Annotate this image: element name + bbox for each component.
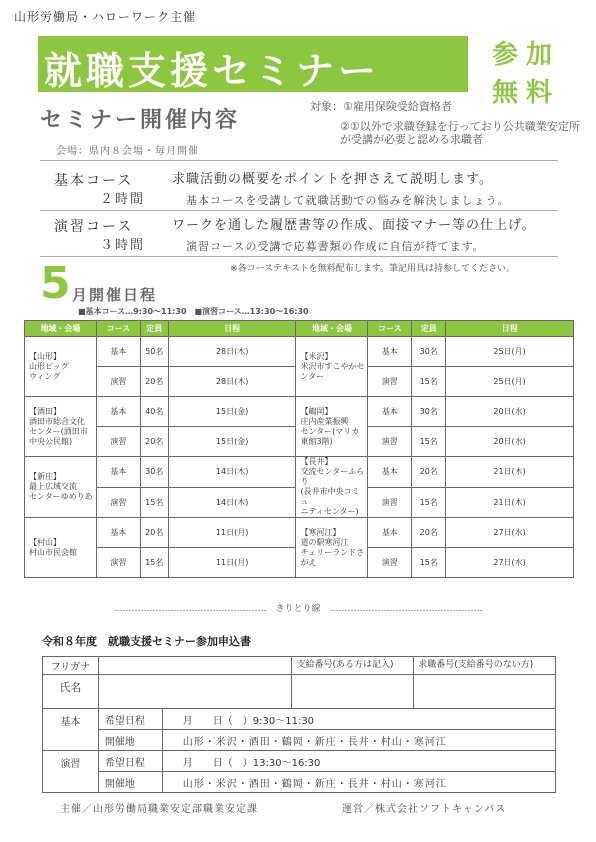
- table-cell: 15名: [412, 548, 446, 578]
- table-cell: 40名: [140, 397, 168, 427]
- table-cell: 11日(月): [168, 548, 296, 578]
- venue-cell: 【村山】 村山市民会館: [25, 518, 97, 578]
- venue-cell: 【米沢】 米沢市すこやかセ ンター: [296, 337, 368, 397]
- header-cell: 日程: [446, 321, 574, 337]
- course-desc-practice: ワークを通した履歴書等の作成、面接マナー等の仕上げ。: [172, 218, 536, 233]
- venue-cell: 【鶴岡】 庄内産業振興 センター(マリカ 東館3階): [296, 397, 368, 457]
- table-cell: 基本: [368, 518, 412, 548]
- table-cell: 基本: [96, 518, 140, 548]
- table-cell: 25日(月): [446, 337, 574, 367]
- content-title: セミナー開催内容: [40, 108, 241, 133]
- table-cell: 15名: [140, 487, 168, 518]
- table-row: [25, 337, 574, 367]
- venue-cell: 【山形】 山形ビッグ ウィング: [25, 337, 97, 397]
- table-cell: 演習: [368, 548, 412, 578]
- application-form: [42, 656, 556, 793]
- job-number-field[interactable]: [414, 675, 556, 709]
- table-cell: 基本: [368, 397, 412, 427]
- schedule-table: [24, 320, 574, 578]
- course-name-practice: 演習コース: [54, 219, 134, 235]
- table-cell: 演習: [96, 367, 140, 397]
- job-number-label: 求職番号(支給番号のない方): [414, 657, 556, 675]
- venue-cell: 【長井】 交流センターふらり (長井市中央コミュ ニティセンター): [296, 457, 368, 518]
- table-cell: 基本: [96, 457, 140, 488]
- furigana-label: フリガナ: [43, 657, 99, 675]
- text-note: ※各コーステキストを無料配布します。筆記用具は持参してください。: [230, 264, 516, 274]
- table-cell: 基本: [368, 457, 412, 488]
- table-cell: 20名: [412, 457, 446, 488]
- organizer-text: 山形労働局・ハローワーク主催: [14, 10, 197, 24]
- course-hours-practice: ３時間: [100, 238, 146, 253]
- venue-label: 開催地: [98, 772, 162, 793]
- schedule-times: ■基本コース…9:30〜11:30 ■演習コース…13:30〜16:30: [78, 307, 309, 316]
- table-cell: 30名: [412, 337, 446, 367]
- table-cell: 11日(月): [168, 518, 296, 548]
- table-cell: 30名: [140, 457, 168, 488]
- free-badge-line1: 参加: [492, 40, 561, 70]
- benefit-number-label: 支給番号(ある方は記入): [292, 657, 414, 675]
- furigana-field[interactable]: [98, 657, 292, 675]
- footer-operator: 運営／株式会社ソフトキャンパス: [342, 804, 507, 815]
- table-cell: 15日(金): [168, 427, 296, 457]
- target-line2: ②①以外で求職登録を行っており公共職業安定所が受講が必要と認める求職者: [340, 120, 580, 146]
- table-cell: 基本: [368, 337, 412, 367]
- course-hours-basic: ２時間: [100, 192, 146, 207]
- table-cell: 20名: [140, 367, 168, 397]
- venue-cell: 【新庄】 最上広域交流 センターゆめりあ: [25, 457, 97, 518]
- table-cell: 21日(木): [446, 457, 574, 488]
- divider: [40, 210, 558, 211]
- table-cell: 28日(木): [168, 337, 296, 367]
- seminar-title: 就職支援セミナー: [44, 49, 381, 93]
- table-row: [25, 397, 574, 427]
- desired-date-label: 希望日程: [98, 709, 162, 730]
- table-cell: 27日(水): [446, 548, 574, 578]
- table-cell: 14日(木): [168, 487, 296, 518]
- header-cell: 定員: [412, 321, 446, 337]
- table-cell: 演習: [96, 427, 140, 457]
- table-cell: 20日(水): [446, 427, 574, 457]
- table-cell: 演習: [368, 367, 412, 397]
- table-cell: 20名: [412, 518, 446, 548]
- table-cell: 30名: [412, 397, 446, 427]
- table-cell: 15名: [412, 487, 446, 518]
- form-title: 令和８年度 就職支援セミナー参加申込書: [42, 635, 251, 648]
- venue-line: 会場：県内８会場・毎月開催: [56, 146, 199, 157]
- table-cell: 基本: [96, 397, 140, 427]
- name-label: 氏名: [43, 675, 99, 709]
- divider: [40, 160, 558, 161]
- target-line1: 対象：①雇用保険受給資格者: [310, 100, 452, 113]
- header-cell: 定員: [140, 321, 168, 337]
- course-sub-practice: 演習コースの受講で応募書類の作成に自信が持てます。: [186, 240, 485, 253]
- table-cell: 20名: [140, 518, 168, 548]
- header-cell: 地域・会場: [296, 321, 368, 337]
- practice-venue-options[interactable]: 山形・米沢・酒田・鶴岡・新庄・長井・村山・寒河江: [162, 772, 555, 793]
- header-cell: 日程: [168, 321, 296, 337]
- desired-date-label: 希望日程: [98, 751, 162, 772]
- table-cell: 27日(水): [446, 518, 574, 548]
- table-cell: 50名: [140, 337, 168, 367]
- course-sub-basic: 基本コースを受講して就職活動での悩みを解決しましょう。: [186, 194, 510, 207]
- header-cell: コース: [368, 321, 412, 337]
- venue-label: 開催地: [98, 730, 162, 751]
- header-cell: コース: [96, 321, 140, 337]
- table-cell: 20名: [140, 427, 168, 457]
- table-cell: 14日(木): [168, 457, 296, 488]
- table-cell: 演習: [96, 487, 140, 518]
- benefit-number-field[interactable]: [292, 675, 414, 709]
- basic-venue-options[interactable]: 山形・米沢・酒田・鶴岡・新庄・長井・村山・寒河江: [162, 730, 555, 751]
- footer-sponsor: 主催／山形労働局職業安定部職業安定課: [60, 804, 258, 815]
- venue-cell: 【酒田】 酒田市総合文化 センター(酒田市 中央公民館): [25, 397, 97, 457]
- name-field[interactable]: [98, 675, 292, 709]
- cut-line: …………………………………………… きりとり線 ……………………………………………: [113, 604, 483, 614]
- table-cell: 演習: [368, 487, 412, 518]
- table-cell: 15名: [412, 427, 446, 457]
- venue-cell: 【寒河江】 道の駅寒河江 チェリーランドさがえ: [296, 518, 368, 578]
- table-cell: 15名: [412, 367, 446, 397]
- schedule-label: 月開催日程: [72, 286, 158, 304]
- basic-course-label: 基本: [43, 709, 99, 751]
- free-badge-line2: 無料: [492, 78, 561, 108]
- table-cell: 演習: [96, 548, 140, 578]
- table-cell: 28日(木): [168, 367, 296, 397]
- table-cell: 演習: [368, 427, 412, 457]
- course-desc-basic: 求職活動の概要をポイントを押さえて説明します。: [172, 172, 493, 187]
- practice-date-field[interactable]: 月 日（ ）13:30〜16:30: [162, 751, 555, 772]
- divider: [40, 256, 558, 257]
- practice-course-label: 演習: [43, 751, 99, 793]
- course-name-basic: 基本コース: [54, 173, 134, 189]
- table-row: [25, 457, 574, 488]
- basic-date-field[interactable]: 月 日（ ）9:30〜11:30: [162, 709, 555, 730]
- table-cell: 基本: [96, 337, 140, 367]
- table-cell: 20日(水): [446, 397, 574, 427]
- schedule-month: 5: [40, 258, 71, 309]
- table-cell: 15日(金): [168, 397, 296, 427]
- table-row: [25, 518, 574, 548]
- table-cell: 25日(月): [446, 367, 574, 397]
- header-cell: 地域・会場: [25, 321, 97, 337]
- table-cell: 15名: [140, 548, 168, 578]
- table-cell: 21日(木): [446, 487, 574, 518]
- schedule-header-row: [25, 321, 574, 337]
